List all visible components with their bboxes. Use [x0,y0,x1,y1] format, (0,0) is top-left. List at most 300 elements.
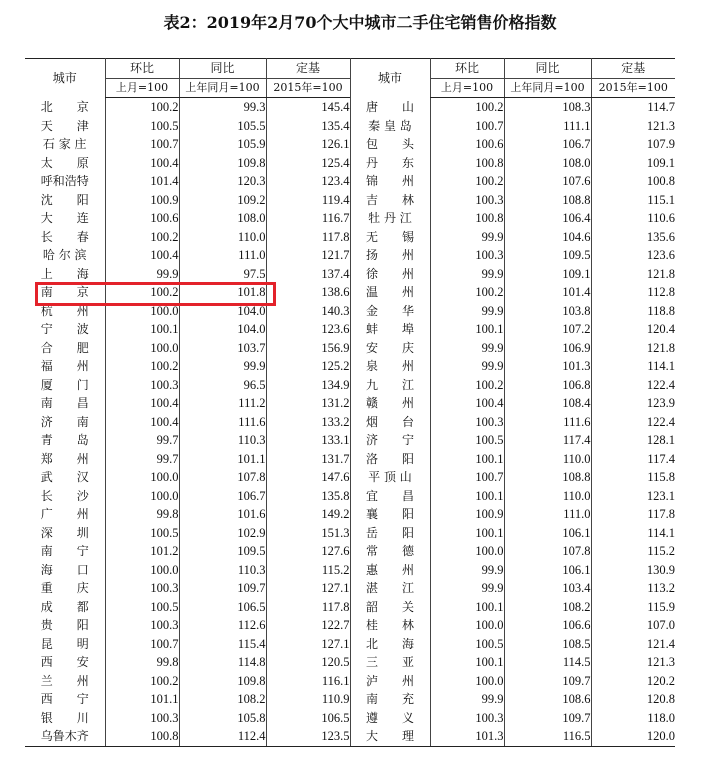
table-row [25,561,675,580]
city-cell: 武 汉 [40,470,89,484]
base-cell: 123.5 [266,727,350,746]
yoy-cell: 120.3 [179,172,266,191]
mom-cell: 100.0 [430,542,504,561]
mom-cell: 100.6 [105,209,179,228]
yoy-cell: 117.4 [504,431,591,450]
base-cell: 135.4 [266,117,350,136]
table-row [25,394,675,413]
highlight-box-nanjing [35,282,276,306]
mom-cell: 100.0 [430,616,504,635]
mom-cell: 100.5 [430,431,504,450]
yoy-cell: 106.5 [179,598,266,617]
mom-cell: 100.3 [430,191,504,210]
base-cell: 116.1 [266,672,350,691]
city-cell: 海 口 [40,562,89,577]
base-subheader: 2015年=100 [266,78,350,98]
yoy-cell: 99.9 [179,357,266,376]
yoy-cell: 111.2 [179,394,266,413]
city-cell: 宁 波 [40,322,89,336]
base-subheader: 2015年=100 [591,78,675,98]
city-header: 城市 [52,71,77,85]
city-cell: 重 庆 [40,581,89,595]
mom-cell: 99.9 [430,228,504,247]
base-cell: 116.7 [266,209,350,228]
city-cell: 三 亚 [350,653,430,672]
yoy-cell: 106.4 [504,209,591,228]
base-cell: 112.8 [591,283,675,302]
table-row [25,542,675,561]
mom-cell: 99.9 [430,265,504,284]
base-cell: 100.8 [591,172,675,191]
mom-subheader: 上月=100 [430,78,504,98]
base-cell: 140.3 [266,302,350,321]
base-cell: 114.1 [591,524,675,543]
city-cell: 湛 江 [350,579,430,598]
yoy-cell: 114.5 [504,653,591,672]
city-cell: 成 都 [40,599,89,614]
yoy-cell: 110.0 [179,228,266,247]
base-cell: 113.2 [591,579,675,598]
mom-cell: 99.9 [430,690,504,709]
city-cell: 北 京 [40,99,89,114]
base-cell: 137.4 [266,265,350,284]
base-cell: 115.2 [591,542,675,561]
yoy-cell: 105.5 [179,117,266,136]
city-cell: 南 京 [40,285,89,299]
yoy-cell: 108.2 [504,598,591,617]
yoy-header: 同比 [504,59,591,79]
table-row [25,635,675,654]
yoy-cell: 110.0 [504,450,591,469]
table-row [25,709,675,728]
yoy-cell: 106.1 [504,561,591,580]
yoy-cell: 112.4 [179,727,266,746]
city-cell: 无 锡 [350,228,430,247]
table-row [25,505,675,524]
city-cell: 深 圳 [40,525,89,540]
mom-cell: 100.0 [105,468,179,487]
city-cell: 南 昌 [40,396,89,410]
base-cell: 115.2 [266,561,350,580]
yoy-cell: 108.6 [504,690,591,709]
base-cell: 145.4 [266,98,350,117]
base-cell: 123.6 [266,320,350,339]
city-cell: 平 顶 山 [350,468,430,487]
city-cell: 遵 义 [350,709,430,728]
base-cell: 123.9 [591,394,675,413]
yoy-cell: 103.7 [179,339,266,358]
base-cell: 127.1 [266,579,350,598]
yoy-cell: 109.2 [179,191,266,210]
mom-cell: 100.5 [105,117,179,136]
table-row [25,135,675,154]
base-cell: 121.7 [266,246,350,265]
city-cell: 泸 州 [350,672,430,691]
yoy-cell: 102.9 [179,524,266,543]
mom-cell: 100.3 [105,616,179,635]
yoy-cell: 111.0 [179,246,266,265]
yoy-cell: 109.5 [179,542,266,561]
mom-cell: 100.8 [105,727,179,746]
mom-cell: 100.5 [105,524,179,543]
yoy-subheader: 上年同月=100 [179,78,266,98]
yoy-header: 同比 [179,59,266,79]
yoy-cell: 105.9 [179,135,266,154]
mom-cell: 100.2 [105,357,179,376]
city-cell: 韶 关 [350,598,430,617]
city-cell: 安 庆 [350,339,430,358]
city-cell: 南 宁 [40,544,89,558]
yoy-cell: 103.4 [504,579,591,598]
base-cell: 117.8 [591,505,675,524]
yoy-cell: 106.1 [504,524,591,543]
base-cell: 120.2 [591,672,675,691]
base-cell: 110.9 [266,690,350,709]
yoy-cell: 108.2 [179,690,266,709]
yoy-cell: 110.3 [179,561,266,580]
base-cell: 115.9 [591,598,675,617]
yoy-cell: 111.0 [504,505,591,524]
city-cell: 锦 州 [350,172,430,191]
yoy-cell: 109.7 [179,579,266,598]
table-row [25,117,675,136]
mom-cell: 100.4 [105,154,179,173]
yoy-cell: 116.5 [504,727,591,746]
yoy-cell: 111.6 [179,413,266,432]
base-cell: 121.8 [591,339,675,358]
city-cell: 徐 州 [350,265,430,284]
yoy-cell: 106.8 [504,376,591,395]
base-cell: 123.6 [591,246,675,265]
base-cell: 130.9 [591,561,675,580]
base-cell: 125.4 [266,154,350,173]
yoy-cell: 104.0 [179,320,266,339]
yoy-cell: 111.6 [504,413,591,432]
table-row [25,487,675,506]
table-row [25,357,675,376]
base-header: 定基 [591,59,675,79]
city-cell: 烟 台 [350,413,430,432]
city-cell: 厦 门 [40,377,89,392]
city-cell: 洛 阳 [350,450,430,469]
mom-cell: 100.7 [430,117,504,136]
mom-cell: 100.0 [105,302,179,321]
base-cell: 117.4 [591,450,675,469]
base-cell: 121.3 [591,117,675,136]
city-cell: 大 理 [350,727,430,746]
mom-cell: 100.3 [105,709,179,728]
city-cell: 丹 东 [350,154,430,173]
yoy-cell: 106.6 [504,616,591,635]
city-cell: 温 州 [350,283,430,302]
yoy-cell: 101.1 [179,450,266,469]
base-cell: 121.8 [591,265,675,284]
yoy-cell: 108.0 [504,154,591,173]
city-cell: 济 宁 [350,431,430,450]
yoy-cell: 101.3 [504,357,591,376]
mom-cell: 100.0 [105,487,179,506]
base-cell: 127.6 [266,542,350,561]
table-row [25,727,675,746]
base-cell: 147.6 [266,468,350,487]
yoy-cell: 97.5 [179,265,266,284]
yoy-cell: 108.8 [504,191,591,210]
table-row [25,209,675,228]
mom-subheader: 上月=100 [105,78,179,98]
mom-cell: 100.1 [430,653,504,672]
mom-cell: 100.2 [430,172,504,191]
city-cell: 哈 尔 滨 [42,248,87,262]
mom-cell: 100.4 [105,413,179,432]
city-cell: 太 原 [40,155,89,170]
base-cell: 121.3 [591,653,675,672]
mom-cell: 99.9 [105,265,179,284]
city-cell: 吉 林 [350,191,430,210]
city-cell: 贵 阳 [40,618,89,632]
mom-cell: 99.9 [430,339,504,358]
base-cell: 133.2 [266,413,350,432]
city-cell: 泉 州 [350,357,430,376]
mom-header: 环比 [430,59,504,79]
yoy-cell: 107.2 [504,320,591,339]
city-cell: 扬 州 [350,246,430,265]
city-cell: 牡 丹 江 [350,209,430,228]
city-cell: 长 沙 [40,488,89,503]
yoy-cell: 109.5 [504,246,591,265]
base-cell: 133.1 [266,431,350,450]
mom-cell: 100.3 [430,709,504,728]
base-cell: 107.0 [591,616,675,635]
mom-cell: 100.2 [105,98,179,117]
mom-cell: 100.2 [430,283,504,302]
city-cell: 济 南 [40,414,89,429]
table-row [25,265,675,284]
yoy-cell: 110.0 [504,487,591,506]
base-cell: 123.4 [266,172,350,191]
mom-cell: 99.9 [430,561,504,580]
mom-cell: 100.3 [105,579,179,598]
yoy-cell: 103.8 [504,302,591,321]
city-cell: 西 宁 [40,692,89,706]
mom-cell: 100.9 [105,191,179,210]
city-cell: 九 江 [350,376,430,395]
yoy-cell: 108.3 [504,98,591,117]
mom-cell: 100.2 [430,376,504,395]
mom-cell: 100.2 [105,228,179,247]
base-cell: 134.9 [266,376,350,395]
mom-cell: 101.1 [105,690,179,709]
mom-header: 环比 [105,59,179,79]
city-cell: 广 州 [40,507,89,521]
mom-cell: 100.0 [105,561,179,580]
table-row [25,579,675,598]
mom-cell: 100.4 [430,394,504,413]
table-row [25,98,675,117]
mom-cell: 100.7 [430,468,504,487]
city-cell: 兰 州 [40,673,89,688]
table-row [25,339,675,358]
mom-cell: 101.4 [105,172,179,191]
city-cell: 宜 昌 [350,487,430,506]
yoy-cell: 109.7 [504,672,591,691]
yoy-cell: 105.8 [179,709,266,728]
base-cell: 114.1 [591,357,675,376]
mom-cell: 100.9 [430,505,504,524]
yoy-cell: 115.4 [179,635,266,654]
city-cell: 南 充 [350,690,430,709]
mom-cell: 100.1 [430,450,504,469]
city-cell: 银 川 [40,710,89,725]
mom-cell: 100.2 [430,98,504,117]
base-cell: 118.8 [591,302,675,321]
table-row [25,431,675,450]
base-cell: 122.7 [266,616,350,635]
yoy-cell: 107.8 [504,542,591,561]
mom-cell: 100.8 [430,154,504,173]
city-cell: 唐 山 [350,98,430,117]
base-cell: 120.0 [591,727,675,746]
mom-cell: 100.8 [430,209,504,228]
base-cell: 110.6 [591,209,675,228]
table-row [25,672,675,691]
yoy-cell: 111.1 [504,117,591,136]
mom-cell: 101.2 [105,542,179,561]
mom-cell: 99.9 [430,302,504,321]
city-cell: 昆 明 [40,636,89,651]
mom-cell: 100.3 [105,376,179,395]
base-cell: 115.8 [591,468,675,487]
city-cell: 合 肥 [40,340,89,355]
yoy-cell: 109.7 [504,709,591,728]
yoy-cell: 108.8 [504,468,591,487]
table-row [25,524,675,543]
yoy-cell: 107.8 [179,468,266,487]
yoy-cell: 101.4 [504,283,591,302]
yoy-cell: 108.5 [504,635,591,654]
city-cell: 石 家 庄 [42,137,87,151]
mom-cell: 100.4 [105,246,179,265]
mom-cell: 99.8 [105,653,179,672]
city-cell: 沈 阳 [40,192,89,207]
base-cell: 121.4 [591,635,675,654]
mom-cell: 100.1 [430,487,504,506]
yoy-cell: 106.9 [504,339,591,358]
base-cell: 131.7 [266,450,350,469]
base-cell: 120.5 [266,653,350,672]
yoy-cell: 114.8 [179,653,266,672]
city-cell: 秦 皇 岛 [350,117,430,136]
table-row [25,468,675,487]
city-cell: 北 海 [350,635,430,654]
base-cell: 156.9 [266,339,350,358]
mom-cell: 100.1 [430,598,504,617]
mom-cell: 100.2 [105,672,179,691]
table-row [25,376,675,395]
yoy-cell: 109.1 [504,265,591,284]
mom-cell: 100.2 [105,283,179,302]
yoy-cell: 108.0 [179,209,266,228]
yoy-cell: 99.3 [179,98,266,117]
city-cell: 长 春 [40,229,89,244]
table-row [25,228,675,247]
base-cell: 115.1 [591,191,675,210]
yoy-cell: 106.7 [504,135,591,154]
base-header: 定基 [266,59,350,79]
table-row [25,450,675,469]
city-cell: 惠 州 [350,561,430,580]
mom-cell: 99.7 [105,431,179,450]
city-cell: 襄 阳 [350,505,430,524]
mom-cell: 100.1 [430,524,504,543]
table-row [25,653,675,672]
yoy-cell: 96.5 [179,376,266,395]
city-cell: 蚌 埠 [350,320,430,339]
table-row [25,172,675,191]
yoy-subheader: 上年同月=100 [504,78,591,98]
base-cell: 106.5 [266,709,350,728]
yoy-cell: 110.3 [179,431,266,450]
table-body [25,98,675,747]
table-title: 表2：2019年2月70个大中城市二手住宅销售价格指数 [163,13,557,32]
city-cell: 包 头 [350,135,430,154]
mom-cell: 100.3 [430,413,504,432]
table-row [25,154,675,173]
mom-cell: 99.8 [105,505,179,524]
yoy-cell: 108.4 [504,394,591,413]
city-cell: 郑 州 [40,451,89,466]
mom-cell: 100.5 [430,635,504,654]
yoy-cell: 106.7 [179,487,266,506]
table-row [25,191,675,210]
base-cell: 149.2 [266,505,350,524]
base-cell: 122.4 [591,376,675,395]
city-cell: 呼和浩特 [40,174,89,188]
mom-cell: 99.9 [430,579,504,598]
city-cell: 赣 州 [350,394,430,413]
mom-cell: 100.7 [105,635,179,654]
city-header: 城市 [350,59,430,98]
mom-cell: 100.0 [430,672,504,691]
yoy-cell: 101.6 [179,505,266,524]
yoy-cell: 112.6 [179,616,266,635]
yoy-cell: 104.0 [179,302,266,321]
table-row [25,690,675,709]
base-cell: 109.1 [591,154,675,173]
yoy-cell: 107.6 [504,172,591,191]
table-row [25,616,675,635]
mom-cell: 101.3 [430,727,504,746]
mom-cell: 100.3 [430,246,504,265]
mom-cell: 99.9 [430,357,504,376]
base-cell: 131.2 [266,394,350,413]
mom-cell: 100.5 [105,598,179,617]
table-row [25,413,675,432]
city-cell: 天 津 [40,118,89,133]
base-cell: 120.8 [591,690,675,709]
base-cell: 117.8 [266,598,350,617]
city-cell: 杭 州 [40,303,89,318]
mom-cell: 100.0 [105,339,179,358]
base-cell: 127.1 [266,635,350,654]
mom-cell: 100.6 [430,135,504,154]
mom-cell: 100.4 [105,394,179,413]
city-cell: 大 连 [40,211,89,225]
base-cell: 135.8 [266,487,350,506]
base-cell: 117.8 [266,228,350,247]
city-cell: 常 德 [350,542,430,561]
table-row [25,598,675,617]
city-cell: 桂 林 [350,616,430,635]
